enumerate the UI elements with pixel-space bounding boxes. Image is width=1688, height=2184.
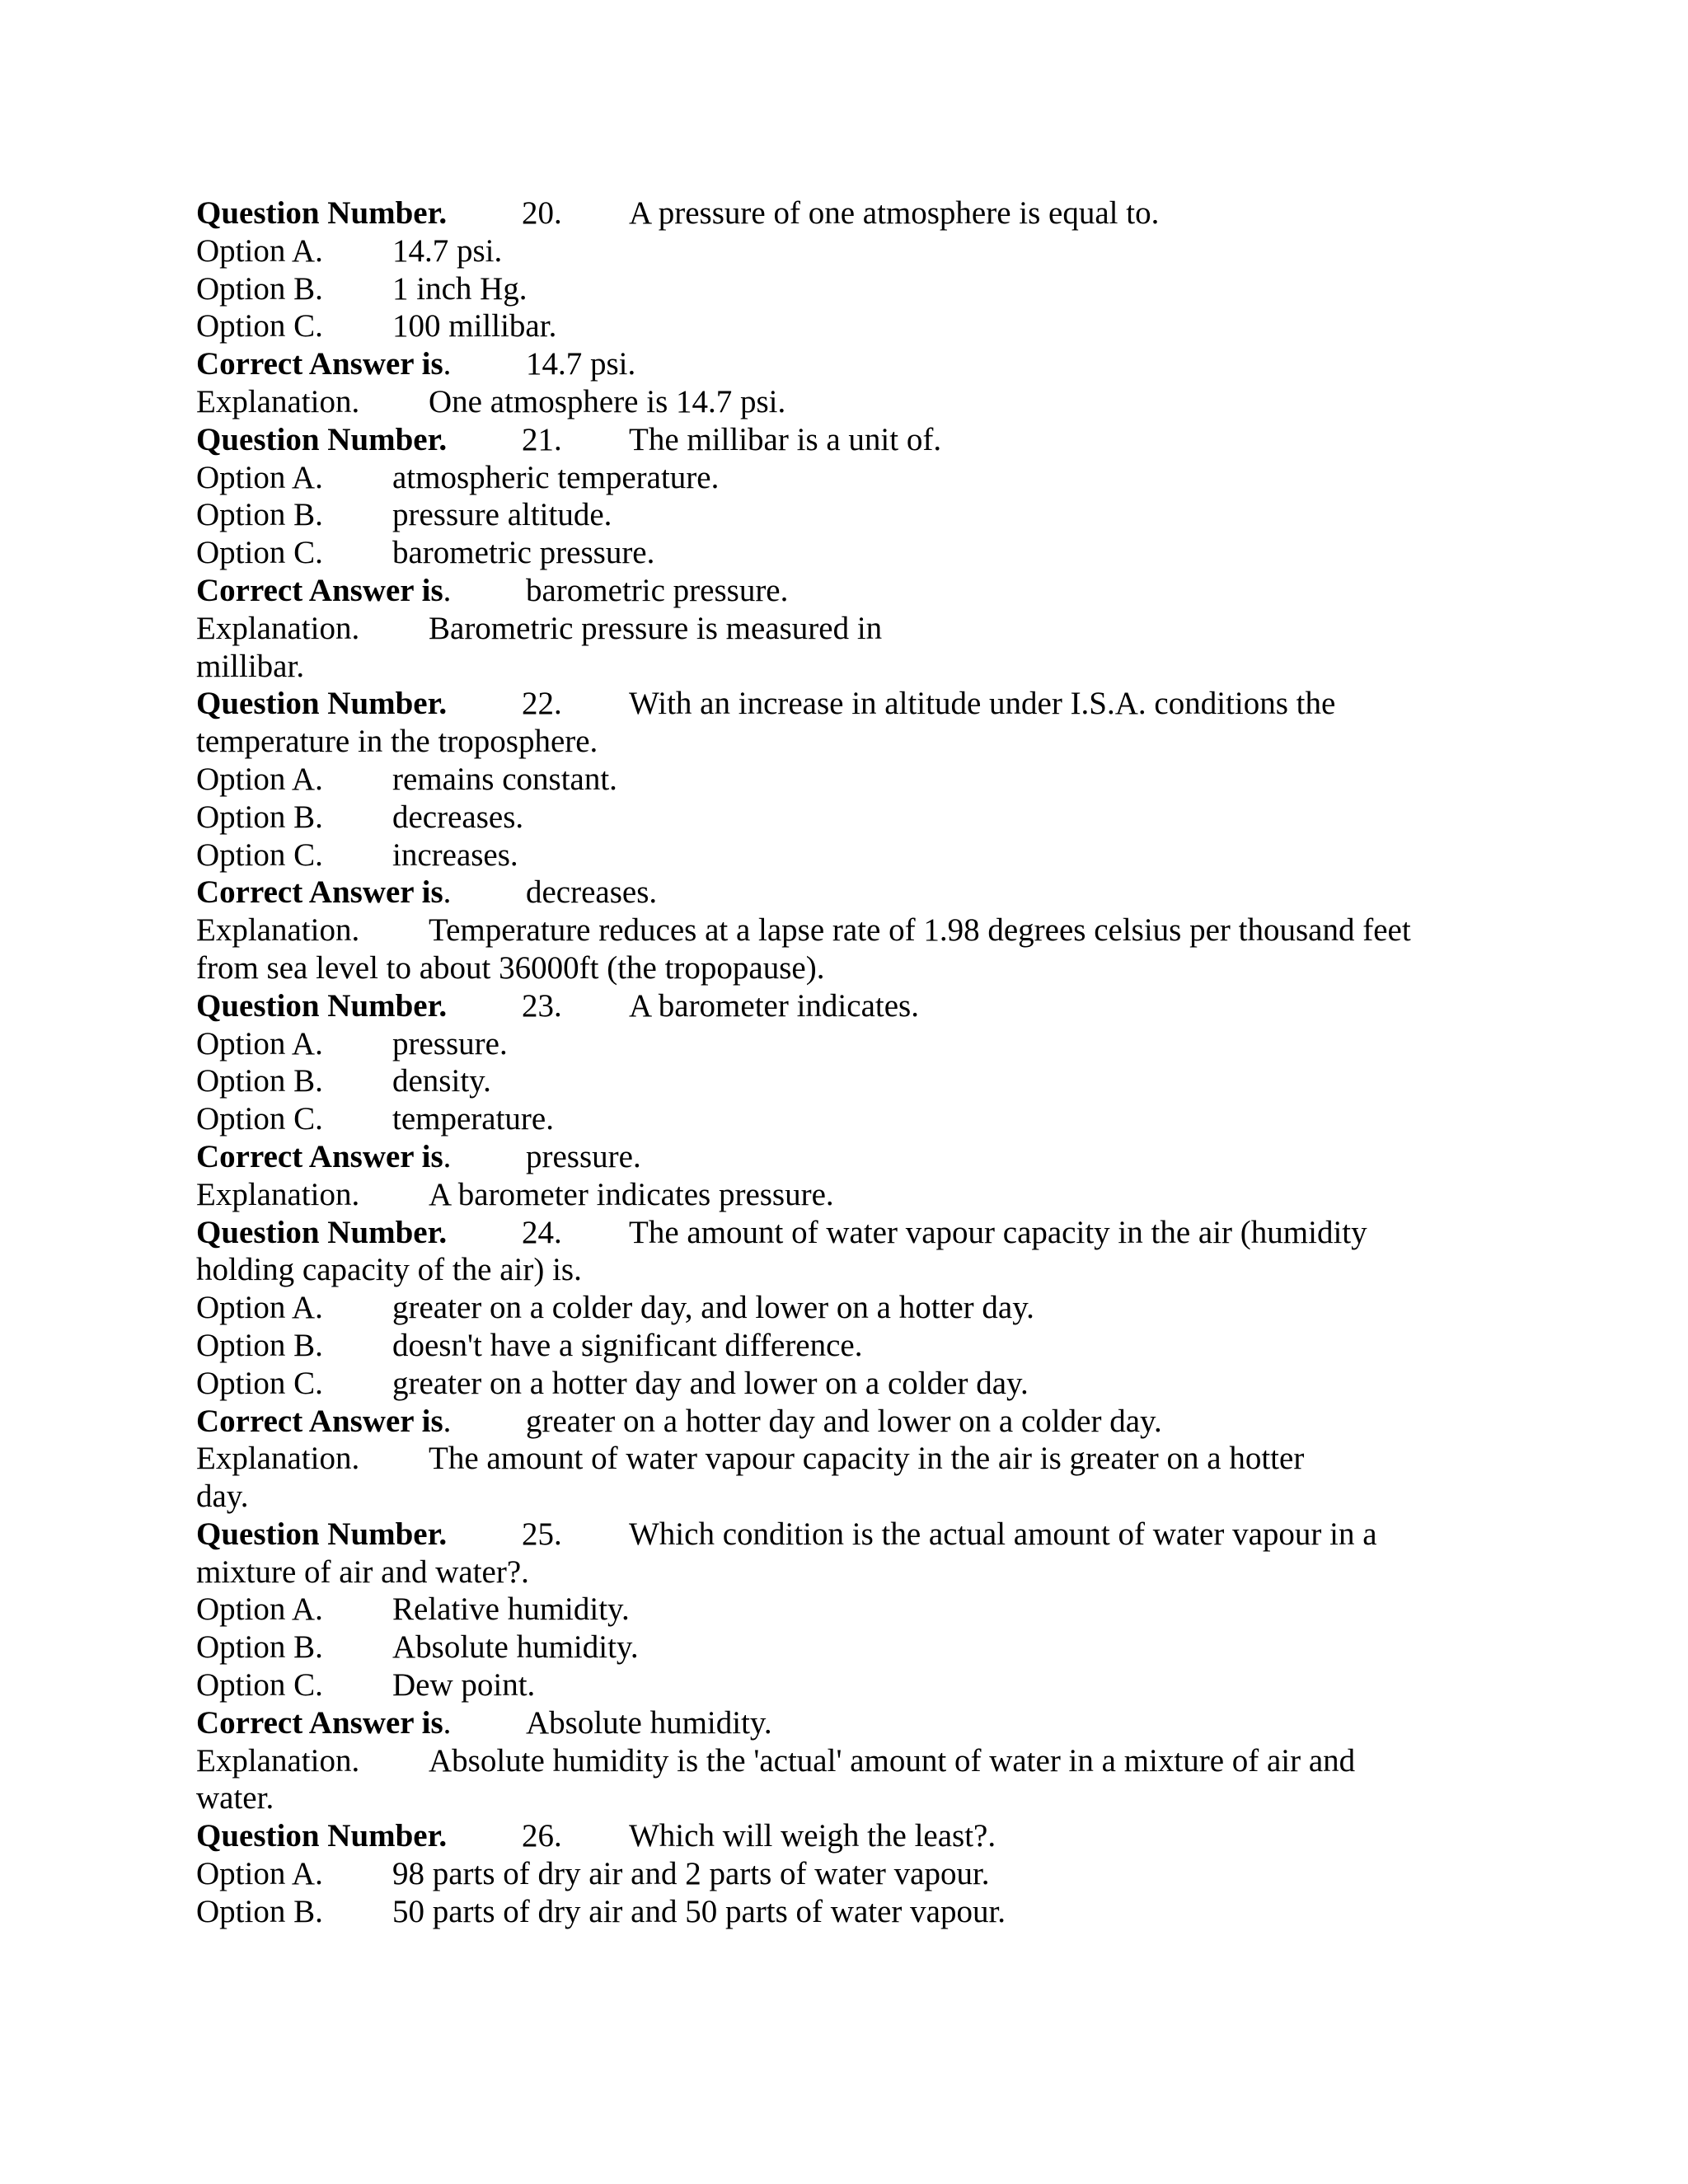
explanation-text: A barometer indicates pressure. [429,1176,834,1212]
option-a-line [196,1855,1482,1893]
option-b-label: Option B. [196,799,323,835]
explanation-text: One atmosphere is 14.7 psi. [429,383,786,419]
option-a-label: Option A. [196,1856,323,1892]
question-number-label: Question Number. [196,1818,448,1854]
explanation-continuation: millibar. [196,648,305,684]
option-a-label: Option A. [196,1290,323,1326]
explanation-label: Explanation. [196,610,360,646]
question-text: Which condition is the actual amount of water vapour in a [629,1516,1377,1552]
explanation-line [196,1176,1482,1214]
option-b-label: Option B. [196,270,323,307]
option-b-text: decreases. [392,799,524,835]
question-number: 20. [522,195,562,231]
option-c-line [196,307,1482,345]
explanation-continuation: water. [196,1780,274,1816]
question-line [196,685,1482,723]
explanation-label: Explanation. [196,1441,360,1477]
option-a-line [196,1289,1482,1327]
explanation-text: Barometric pressure is measured in [429,610,883,646]
question-text: The amount of water vapour capacity in the air (humidity [629,1214,1367,1250]
question-number-label: Question Number. [196,195,448,231]
question-number-label: Question Number. [196,1214,448,1250]
option-c-text: increases. [392,837,518,873]
option-b-text: 50 parts of dry air and 50 parts of water vapour. [392,1893,1006,1929]
correct-answer-label: Correct Answer is. [196,346,452,382]
option-c-line [196,1666,1482,1704]
question-text-continuation: temperature in the troposphere. [196,724,598,760]
option-a-label: Option A. [196,1025,323,1062]
option-b-line [196,270,1482,308]
option-c-label: Option C. [196,535,323,571]
question-number: 21. [522,421,562,457]
correct-answer-line [196,1138,1482,1176]
explanation-line [196,383,1482,421]
option-b-line [196,1062,1482,1100]
option-a-text: atmospheric temperature. [392,459,720,495]
correct-answer-label: Correct Answer is. [196,1403,452,1439]
correct-answer-line [196,874,1482,912]
option-b-line [196,496,1482,534]
explanation-line [196,610,1482,648]
question-text: A pressure of one atmosphere is equal to. [629,195,1160,231]
question-text: The millibar is a unit of. [629,421,942,457]
correct-answer-text: decreases. [526,874,658,911]
question-line [196,421,1482,459]
option-c-label: Option C. [196,1667,323,1704]
question-text: Which will weigh the least?. [629,1818,996,1854]
option-c-text: barometric pressure. [392,535,655,571]
option-a-label: Option A. [196,1591,323,1628]
question-text: With an increase in altitude under I.S.A. conditions the [629,686,1336,722]
option-a-label: Option A. [196,232,323,269]
correct-answer-line [196,345,1482,383]
option-a-line [196,232,1482,270]
option-c-label: Option C. [196,837,323,873]
option-a-text: greater on a colder day, and lower on a hotter day. [392,1290,1034,1326]
question-line [196,1214,1482,1252]
correct-answer-text: Absolute humidity. [526,1704,772,1741]
question-line [196,1817,1482,1855]
option-c-line [196,534,1482,572]
option-b-line [196,1629,1482,1666]
option-c-text: greater on a hotter day and lower on a colder day. [392,1365,1029,1401]
option-c-line [196,1365,1482,1403]
correct-answer-line [196,1403,1482,1441]
option-a-text: Relative humidity. [392,1591,630,1628]
question-number-label: Question Number. [196,1516,448,1552]
explanation-label: Explanation. [196,912,360,949]
option-a-line [196,459,1482,497]
option-b-label: Option B. [196,1327,323,1363]
question-number-label: Question Number. [196,421,448,457]
correct-answer-line [196,572,1482,610]
explanation-continuation: day. [196,1479,249,1515]
option-b-text: doesn't have a significant difference. [392,1327,863,1363]
option-c-text: Dew point. [392,1667,536,1704]
option-a-line [196,1591,1482,1629]
option-a-text: 14.7 psi. [392,232,503,269]
question-number-label: Question Number. [196,686,448,722]
question-number: 22. [522,686,562,722]
option-c-label: Option C. [196,1101,323,1137]
correct-answer-label: Correct Answer is. [196,1704,452,1741]
explanation-line [196,1742,1482,1780]
question-text-continuation: holding capacity of the air) is. [196,1252,582,1288]
question-number: 26. [522,1818,562,1854]
option-a-text: pressure. [392,1025,508,1062]
explanation-label: Explanation. [196,383,360,419]
correct-answer-text: barometric pressure. [526,572,789,608]
correct-answer-label: Correct Answer is. [196,874,452,911]
question-text: A barometer indicates. [629,987,919,1024]
explanation-line [196,1440,1482,1478]
correct-answer-text: 14.7 psi. [526,346,636,382]
option-a-label: Option A. [196,459,323,495]
option-b-label: Option B. [196,1893,323,1929]
option-c-text: 100 millibar. [392,308,557,344]
question-number: 23. [522,987,562,1024]
option-a-label: Option A. [196,761,323,797]
option-b-label: Option B. [196,1063,323,1099]
question-number: 25. [522,1516,562,1552]
correct-answer-line [196,1704,1482,1742]
explanation-text: The amount of water vapour capacity in the air is greater on a hotter [429,1441,1305,1477]
correct-answer-text: greater on a hotter day and lower on a colder day. [526,1403,1162,1439]
option-b-label: Option B. [196,497,323,533]
option-b-text: 1 inch Hg. [392,270,528,307]
question-number: 24. [522,1214,562,1250]
explanation-line [196,912,1482,949]
question-text-continuation: mixture of air and water?. [196,1554,529,1590]
question-number-label: Question Number. [196,987,448,1024]
option-b-line [196,1327,1482,1365]
option-b-text: Absolute humidity. [392,1629,639,1666]
question-list [196,194,1482,1931]
option-b-text: pressure altitude. [392,497,612,533]
option-c-label: Option C. [196,1365,323,1401]
question-line [196,987,1482,1025]
option-a-line [196,761,1482,799]
explanation-text: Temperature reduces at a lapse rate of 1.98 degrees celsius per thousand feet [429,912,1411,949]
correct-answer-label: Correct Answer is. [196,1138,452,1174]
option-b-line [196,1893,1482,1931]
explanation-label: Explanation. [196,1742,360,1779]
correct-answer-label: Correct Answer is. [196,572,452,608]
explanation-text: Absolute humidity is the 'actual' amount of water in a mixture of air and [429,1742,1356,1779]
explanation-continuation: from sea level to about 36000ft (the tropopause). [196,949,825,986]
option-c-line [196,1100,1482,1138]
option-c-line [196,837,1482,874]
explanation-label: Explanation. [196,1176,360,1212]
question-line [196,1516,1482,1554]
option-a-line [196,1025,1482,1063]
question-line [196,194,1482,232]
option-b-line [196,799,1482,837]
correct-answer-text: pressure. [526,1138,641,1174]
option-a-text: 98 parts of dry air and 2 parts of water vapour. [392,1856,990,1892]
option-a-text: remains constant. [392,761,617,797]
option-c-label: Option C. [196,308,323,344]
option-b-label: Option B. [196,1629,323,1666]
option-c-text: temperature. [392,1101,554,1137]
option-b-text: density. [392,1063,491,1099]
